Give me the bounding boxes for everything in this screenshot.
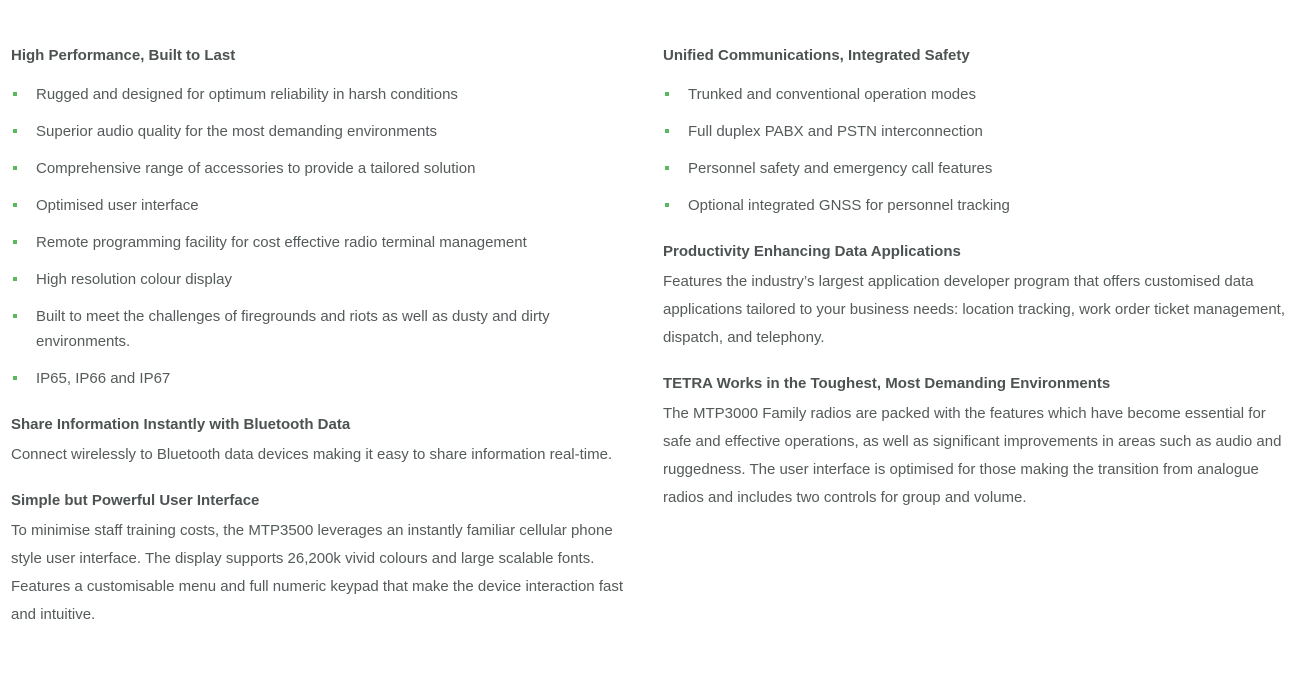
list-item: Trunked and conventional operation modes bbox=[663, 82, 1288, 107]
list-item: Personnel safety and emergency call features bbox=[663, 156, 1288, 181]
bluetooth-heading: Share Information Instantly with Bluetooth Data bbox=[11, 416, 351, 433]
bullet-square-icon bbox=[13, 92, 17, 96]
data-apps-body: Features the industry’s largest application developer program that offers customised data applications tailored to your business needs: location tracking, work order ticket management, dispatch, and telephony. bbox=[663, 273, 1285, 346]
list-item: Rugged and designed for optimum reliability in harsh conditions bbox=[11, 82, 636, 107]
tetra-heading: TETRA Works in the Toughest, Most Demanding Environments bbox=[663, 375, 1111, 392]
list-item: Superior audio quality for the most demanding environments bbox=[11, 119, 636, 144]
ui-body: To minimise staff training costs, the MTP3500 leverages an instantly familiar cellular phone style user interface. The display supports 26,200k vivid colours and large scalable fonts. Features a customisable menu and full numeric keypad that make the device interaction fast and intuitive. bbox=[11, 522, 623, 623]
comms-section bbox=[663, 44, 1288, 218]
data-apps-heading: Productivity Enhancing Data Applications bbox=[663, 243, 961, 260]
bullet-square-icon bbox=[665, 129, 669, 133]
bullet-square-icon bbox=[665, 166, 669, 170]
list-item: Remote programming facility for cost effective radio terminal management bbox=[11, 230, 636, 255]
right-column bbox=[663, 44, 1288, 512]
list-item: Optional integrated GNSS for personnel tracking bbox=[663, 193, 1288, 218]
tetra-section bbox=[663, 372, 1288, 512]
bullet-square-icon bbox=[13, 277, 17, 281]
bullet-square-icon bbox=[13, 203, 17, 207]
list-item: Full duplex PABX and PSTN interconnection bbox=[663, 119, 1288, 144]
bullet-square-icon bbox=[13, 240, 17, 244]
bullet-square-icon bbox=[13, 129, 17, 133]
left-column bbox=[11, 44, 636, 629]
performance-section bbox=[11, 44, 636, 391]
list-item: Optimised user interface bbox=[11, 193, 636, 218]
list-item: IP65, IP66 and IP67 bbox=[11, 366, 636, 391]
tetra-body: The MTP3000 Family radios are packed with the features which have become essential for safe and effective operations, as well as significant improvements in areas such as audio and ruggedness. The user interface is optimised for those making the transition from analogue radios and includes two controls for group and volume. bbox=[663, 405, 1282, 506]
ui-heading: Simple but Powerful User Interface bbox=[11, 492, 260, 509]
comms-list bbox=[663, 82, 1288, 218]
bluetooth-section bbox=[11, 413, 636, 469]
data-apps-section bbox=[663, 240, 1288, 352]
list-item: Comprehensive range of accessories to provide a tailored solution bbox=[11, 156, 636, 181]
bullet-square-icon bbox=[13, 376, 17, 380]
performance-list bbox=[11, 82, 636, 391]
list-item: High resolution colour display bbox=[11, 267, 636, 292]
bullet-square-icon bbox=[13, 314, 17, 318]
bluetooth-body: Connect wirelessly to Bluetooth data devices making it easy to share information real-time. bbox=[11, 446, 613, 463]
bullet-square-icon bbox=[665, 92, 669, 96]
bullet-square-icon bbox=[665, 203, 669, 207]
list-item: Built to meet the challenges of firegrounds and riots as well as dusty and dirty environments. bbox=[11, 304, 636, 354]
performance-heading: High Performance, Built to Last bbox=[11, 47, 236, 64]
bullet-square-icon bbox=[13, 166, 17, 170]
ui-section bbox=[11, 489, 636, 629]
comms-heading: Unified Communications, Integrated Safety bbox=[663, 47, 970, 64]
